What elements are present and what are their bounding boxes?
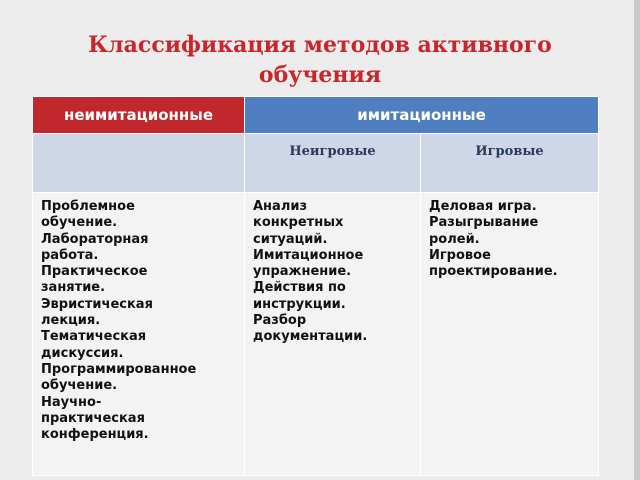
list-line: упражнение.: [253, 264, 352, 280]
cell-game-methods: [421, 193, 599, 476]
list-line: Лабораторная: [41, 231, 149, 247]
list-line: документации.: [253, 329, 368, 345]
list-line: работа.: [41, 247, 99, 263]
list-line: Анализ: [253, 199, 307, 214]
list-line: Научно-: [41, 394, 102, 410]
header-row: [33, 97, 599, 134]
list-line: обучение.: [41, 378, 118, 394]
subheader-non-game: [245, 134, 421, 193]
non-game-methods-list: [245, 193, 420, 346]
list-line: Тематическая: [41, 329, 147, 345]
list-line: Деловая игра.: [429, 199, 537, 214]
list-line: Разбор: [253, 313, 307, 329]
list-line: конференция.: [41, 427, 149, 443]
list-line: Разыгрывание: [429, 215, 539, 231]
cell-non-game-methods: [245, 193, 421, 476]
list-line: Эвристическая: [41, 296, 153, 312]
list-line: Действия по: [253, 280, 346, 296]
list-line: Игровое: [429, 247, 491, 263]
classification-table: [32, 96, 599, 476]
list-line: ситуаций.: [253, 231, 328, 247]
slide-title: [20, 30, 620, 90]
non-imitation-methods-list: [33, 193, 244, 443]
subheader-empty: [33, 134, 245, 193]
list-line: Проблемное: [41, 199, 135, 214]
list-line: дискуссия.: [41, 345, 124, 361]
header-non-imitation: неимитационные: [33, 97, 245, 134]
list-line: занятие.: [41, 280, 106, 296]
list-line: Практическое: [41, 264, 148, 280]
subheader-non-game-label: Неигровые: [289, 144, 376, 159]
list-line: проектирование.: [429, 264, 558, 280]
subheader-row: [33, 134, 599, 193]
cell-non-imitation-methods: [33, 193, 245, 476]
game-methods-list: [421, 193, 598, 280]
title-line-1: Классификация методов активного: [88, 32, 552, 58]
list-line: Имитационное: [253, 247, 364, 263]
body-row: [33, 193, 599, 476]
list-line: обучение.: [41, 215, 118, 231]
header-imitation: имитационные: [245, 97, 599, 134]
list-line: конкретных: [253, 215, 344, 231]
title-line-2: обучения: [258, 62, 382, 88]
subheader-game-label: Игровые: [475, 144, 544, 159]
list-line: ролей.: [429, 231, 480, 247]
subheader-empty-text: [33, 134, 244, 144]
list-line: лекция.: [41, 313, 101, 329]
list-line: практическая: [41, 410, 145, 426]
subheader-game: [421, 134, 599, 193]
list-line: Программированное: [41, 361, 197, 377]
slide-edge: [634, 0, 640, 480]
list-line: инструкции.: [253, 296, 346, 312]
